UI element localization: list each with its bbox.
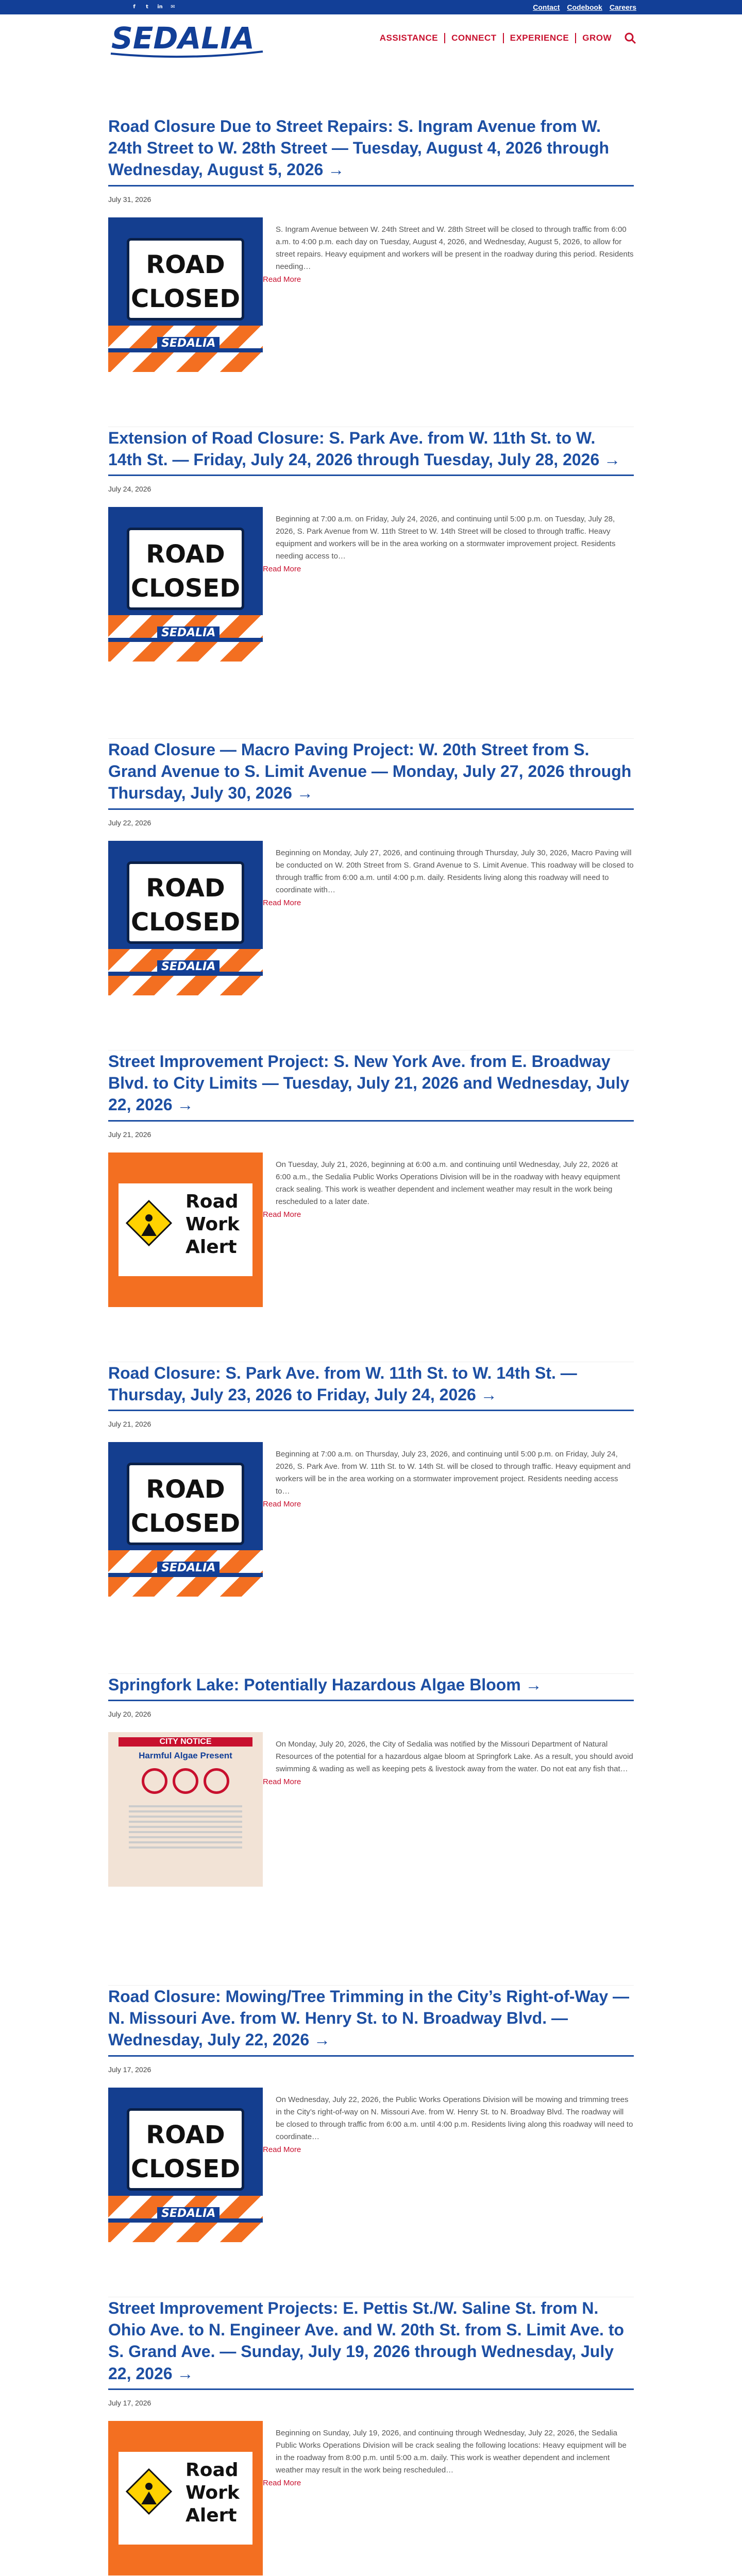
post-thumbnail[interactable]: [108, 1442, 263, 1597]
algae-notice-image: CITY NOTICE Harmful Algae Present: [108, 1732, 263, 1887]
road-closed-sign: ROAD CLOSED SEDALIA: [108, 1442, 263, 1597]
post-summary: [263, 507, 634, 662]
post-summary: [263, 217, 634, 372]
post-item: [108, 739, 634, 1050]
social-links: [130, 3, 177, 11]
post-excerpt: Beginning at 7:00 a.m. on Thursday, July 23, 2026, and continuing until 5:00 p.m. on Friday, July 24, 2026, S. Park Ave. from W. 11th St. to W. 14th St. will be closed to through traffic. Heavy equipment and workers will be in the area working on a stormwater improvement project. Residents needing access to…: [276, 1450, 631, 1496]
post-summary: [263, 841, 634, 995]
post-date: July 21, 2026: [108, 1420, 151, 1429]
read-more-link[interactable]: Read More: [263, 2145, 301, 2154]
post-item: [108, 1674, 634, 1986]
read-more-link[interactable]: Read More: [263, 275, 301, 284]
post-excerpt: On Monday, July 20, 2026, the City of Sedalia was notified by the Missouri Department of Natural Resources of the potential for a hazardous algae bloom at Springfork Lake. As a result, you should avoid swimming & wading as well as keeping pets & livestock away from the water. Do not eat any fish that…: [276, 1740, 633, 1774]
nav-assistance[interactable]: ASSISTANCE: [379, 33, 439, 43]
post-item: [108, 115, 634, 427]
read-more-link[interactable]: Read More: [263, 1210, 301, 1219]
site-header: [0, 14, 742, 64]
post-title[interactable]: Road Closure — Macro Paving Project: W. 20th Street from S. Grand Avenue to S. Limit Avenue — Monday, July 27, 2026 through Thursday, July 30, 2026 →: [108, 739, 634, 810]
post-date: July 31, 2026: [108, 195, 151, 204]
post-title[interactable]: Road Closure: S. Park Ave. from W. 11th St. to W. 14th St. — Thursday, July 23, 2026 to Friday, July 24, 2026 →: [108, 1362, 634, 1411]
post-body: [108, 2088, 634, 2242]
linkedin-icon[interactable]: in: [157, 4, 163, 10]
post-thumbnail[interactable]: [108, 1153, 263, 1307]
contact-link[interactable]: Contact: [533, 3, 560, 11]
utility-nav: [533, 3, 636, 11]
post-item: [108, 1362, 634, 1674]
post-summary: [263, 1442, 634, 1597]
post-title[interactable]: Street Improvement Project: S. New York Ave. from E. Broadway Blvd. to City Limits — Tuesday, July 21, 2026 and Wednesday, July 22, 2026 →: [108, 1050, 634, 1122]
read-more-link[interactable]: Read More: [263, 565, 301, 574]
post-summary: [263, 2421, 634, 2575]
twitter-icon[interactable]: t: [146, 4, 148, 10]
post-date: July 24, 2026: [108, 485, 151, 494]
facebook-icon[interactable]: f: [133, 4, 136, 10]
post-body: [108, 841, 634, 995]
post-summary: [263, 1732, 634, 1887]
post-item: [108, 1050, 634, 1362]
post-date: July 20, 2026: [108, 1710, 151, 1719]
sedalia-logo[interactable]: [108, 18, 268, 63]
post-summary: [263, 1153, 634, 1307]
post-excerpt: Beginning on Sunday, July 19, 2026, and continuing through Wednesday, July 22, 2026, the Sedalia Public Works Operations Division will be crack sealing the following locations: Heavy equipment will be in the roadway from 8:00 p.m. until 5:00 a.m. daily. This work is weather dependent and inclement weather may result in the work being rescheduled…: [276, 2428, 627, 2475]
careers-link[interactable]: Careers: [609, 3, 636, 11]
post-title[interactable]: Street Improvement Projects: E. Pettis St./W. Saline St. from N. Ohio Ave. to N. Engineer Ave. and W. 20th St. from S. Limit Ave. to S. Grand Ave. — Sunday, July 19, 2026 through Wednesday, July 22, 2026 →: [108, 2297, 634, 2390]
post-date: July 22, 2026: [108, 818, 151, 827]
top-bar: [0, 0, 742, 14]
post-thumbnail[interactable]: [108, 507, 263, 662]
post-excerpt: S. Ingram Avenue between W. 24th Street and W. 28th Street will be closed to through traffic from 6:00 a.m. to 4:00 p.m. each day on Tuesday, August 4, 2026, and Wednesday, August 5, 2026, to allow for street repairs. Heavy equipment and workers will be present in the roadway during this period. Residents needing…: [276, 225, 634, 271]
post-date: July 21, 2026: [108, 1130, 151, 1139]
post-list: [108, 64, 634, 2576]
post-item: [108, 427, 634, 739]
road-closed-sign: ROAD CLOSED SEDALIA: [108, 507, 263, 662]
search-icon[interactable]: [624, 32, 636, 44]
post-body: [108, 1153, 634, 1307]
read-more-link[interactable]: Read More: [263, 2478, 301, 2487]
post-excerpt: Beginning on Monday, July 27, 2026, and continuing through Thursday, July 30, 2026, Macro Paving will be conducted on W. 20th Street from S. Grand Avenue to S. Limit Avenue. This roadway will be closed to through traffic from 6:00 a.m. until 4:00 p.m. daily. Residents living along this roadway will need to coordinate with…: [276, 848, 634, 894]
post-thumbnail[interactable]: [108, 2088, 263, 2242]
post-excerpt: On Tuesday, July 21, 2026, beginning at 6:00 a.m. and continuing until Wednesday, July 22, 2026 at 6:00 a.m., the Sedalia Public Works Operations Division will be in the roadway with heavy equipment crack sealing. This work is weather dependent and inclement weather may result in the work being rescheduled to a later date.: [276, 1160, 620, 1206]
post-title[interactable]: Extension of Road Closure: S. Park Ave. from W. 11th St. to W. 14th St. — Friday, July 24, 2026 through Tuesday, July 28, 2026 →: [108, 427, 634, 476]
road-work-alert-image: Road Work Alert: [108, 1153, 263, 1307]
post-body: [108, 1732, 634, 1887]
read-more-link[interactable]: Read More: [263, 1500, 301, 1509]
nav-grow[interactable]: GROW: [575, 33, 618, 43]
svg-text:SEDALIA: SEDALIA: [111, 21, 255, 56]
post-thumbnail[interactable]: [108, 1732, 263, 1887]
nav-experience[interactable]: EXPERIENCE: [503, 33, 576, 43]
read-more-link[interactable]: Read More: [263, 898, 301, 907]
post-excerpt: On Wednesday, July 22, 2026, the Public Works Operations Division will be mowing and trimming trees in the City’s right-of-way on N. Missouri Ave. from W. Henry St. to N. Broadway Blvd. The roadway will be closed to through traffic from 6:00 a.m. until 4:00 p.m. Residents living along this roadway will need to coordinate…: [276, 2095, 633, 2141]
post-item: [108, 1986, 634, 2297]
post-title[interactable]: Road Closure: Mowing/Tree Trimming in the City’s Right-of-Way — N. Missouri Ave. from W. Henry St. to N. Broadway Blvd. — Wednesday, July 22, 2026 →: [108, 1986, 634, 2057]
road-closed-sign: ROAD CLOSED SEDALIA: [108, 841, 263, 995]
post-body: [108, 1442, 634, 1597]
post-thumbnail[interactable]: [108, 841, 263, 995]
post-body: [108, 217, 634, 372]
email-icon[interactable]: ✉: [171, 4, 175, 10]
post-title[interactable]: Springfork Lake: Potentially Hazardous Algae Bloom →: [108, 1674, 634, 1701]
road-closed-sign: ROAD CLOSED SEDALIA: [108, 2088, 263, 2242]
post-excerpt: Beginning at 7:00 a.m. on Friday, July 24, 2026, and continuing until 5:00 p.m. on Tuesday, July 28, 2026, S. Park Avenue from W. 11th Street to W. 14th Street will be closed to through traffic. Heavy equipment and workers will be in the area working on a stormwater improvement project. Residents needing access to…: [276, 515, 616, 561]
post-thumbnail[interactable]: [108, 2421, 263, 2575]
road-closed-sign: ROAD CLOSED SEDALIA: [108, 217, 263, 372]
post-title[interactable]: Road Closure Due to Street Repairs: S. Ingram Avenue from W. 24th Street to W. 28th Street — Tuesday, August 4, 2026 through Wednesday, August 5, 2026 →: [108, 115, 634, 187]
main-nav: [374, 32, 636, 44]
post-body: [108, 507, 634, 662]
road-work-alert-image: Road Work Alert: [108, 2421, 263, 2575]
post-summary: [263, 2088, 634, 2242]
codebook-link[interactable]: Codebook: [567, 3, 602, 11]
post-date: July 17, 2026: [108, 2398, 151, 2407]
post-thumbnail[interactable]: [108, 217, 263, 372]
post-date: July 17, 2026: [108, 2065, 151, 2074]
post-item: [108, 2297, 634, 2576]
post-body: [108, 2421, 634, 2575]
read-more-link[interactable]: Read More: [263, 1777, 301, 1787]
nav-connect[interactable]: CONNECT: [444, 33, 503, 43]
